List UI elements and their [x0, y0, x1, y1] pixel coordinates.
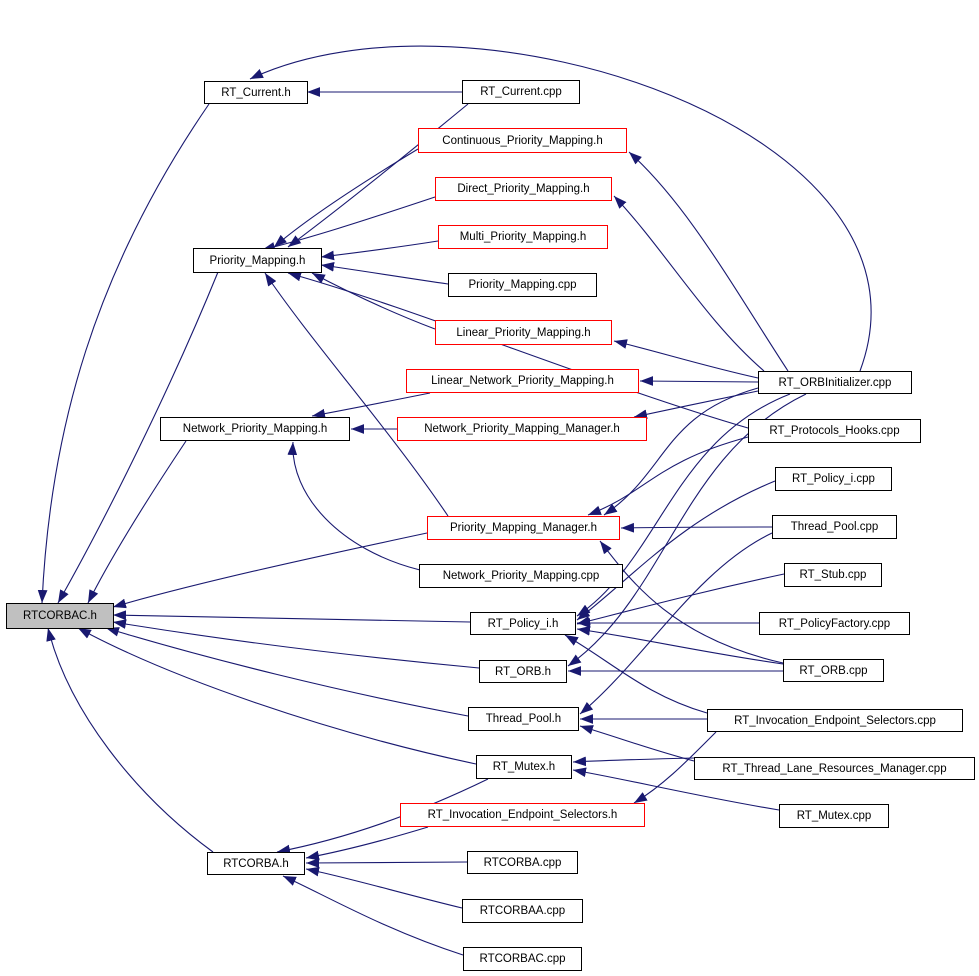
graph-node-rtcorbac-cpp[interactable] [463, 947, 582, 971]
edge-multi-priority-mapping-h--priority-mapping-h [321, 241, 438, 257]
graph-node-rtcorbaa-cpp[interactable] [462, 899, 583, 923]
graph-node-direct-priority-mapping-h[interactable] [435, 177, 612, 201]
graph-node-label: RT_Policy_i.h [487, 617, 559, 630]
graph-node-label: RTCORBA.cpp [483, 856, 562, 869]
graph-node-rtcorbac-h [6, 603, 114, 629]
edge-rt-orb-h--rtcorbac-h [113, 622, 479, 668]
graph-node-label: Network_Priority_Mapping.h [182, 423, 328, 435]
graph-node-label: Linear_Priority_Mapping.h [456, 326, 591, 339]
graph-node-rtcorba-h[interactable] [207, 852, 305, 875]
graph-node-label: Priority_Mapping.h [209, 254, 306, 267]
graph-node-label: Continuous_Priority_Mapping.h [442, 134, 603, 147]
graph-node-thread-pool-h[interactable] [468, 707, 579, 731]
graph-node-rt-mutex-h[interactable] [476, 755, 572, 779]
graph-node-rt-current-cpp[interactable] [462, 80, 580, 104]
edge-rt-orb-cpp--rt-policy-i-h [577, 629, 783, 664]
graph-node-label: Multi_Priority_Mapping.h [459, 231, 587, 243]
graph-node-label: RT_Current.h [221, 86, 291, 99]
graph-node-rt-thread-lane-resources-manager-cpp[interactable] [694, 757, 975, 780]
edge-rt-orbinitializer-cpp--continuous-priority-mapping-h [629, 152, 788, 371]
graph-node-rt-invocation-endpoint-selectors-h[interactable] [400, 803, 645, 827]
graph-node-label: RT_Current.cpp [480, 86, 562, 98]
graph-node-label: RT_Policy_i.cpp [792, 473, 875, 485]
edge-rt-invocation-endpoint-selectors-h--rtcorba-h [306, 827, 428, 858]
graph-node-label: RT_Mutex.cpp [796, 810, 872, 822]
graph-node-label: Network_Priority_Mapping_Manager.h [424, 423, 620, 435]
graph-node-label: Direct_Priority_Mapping.h [457, 183, 590, 195]
graph-node-rt-orbinitializer-cpp[interactable] [758, 371, 912, 394]
edge-rt-thread-lane-resources-manager-cpp--thread-pool-h [580, 726, 694, 761]
edge-rt-invocation-endpoint-selectors-cpp--rt-policy-i-h [565, 635, 707, 713]
graph-node-label: RT_Thread_Lane_Resources_Manager.cpp [722, 762, 947, 775]
graph-node-thread-pool-cpp[interactable] [772, 515, 897, 539]
edge-rtcorbac-cpp--rtcorba-h [283, 876, 463, 955]
graph-node-label: Thread_Pool.h [485, 713, 562, 725]
edge-rtcorba-h--rtcorbac-h [48, 628, 213, 852]
graph-node-label: Priority_Mapping.cpp [468, 279, 577, 291]
edge-rt-policy-i-h--rtcorbac-h [113, 615, 470, 622]
graph-node-rtcorba-cpp[interactable] [467, 851, 578, 874]
edge-rt-protocols-hooks-cpp--priority-mapping-manager-h [588, 437, 748, 515]
edge-continuous-priority-mapping-h--priority-mapping-h [274, 149, 418, 247]
edge-rt-orbinitializer-cpp--network-priority-mapping-manager-h [634, 391, 758, 417]
graph-node-label: RT_ORB.h [494, 665, 552, 678]
edge-rtcorba-cpp--rtcorba-h [306, 862, 467, 863]
graph-node-rt-orb-h[interactable] [479, 660, 567, 683]
edge-rt-mutex-h--rtcorbac-h [78, 628, 476, 764]
graph-node-network-priority-mapping-cpp[interactable] [419, 564, 623, 588]
graph-node-priority-mapping-manager-h[interactable] [427, 516, 620, 540]
graph-node-multi-priority-mapping-h[interactable] [438, 225, 608, 249]
graph-node-label: RT_Stub.cpp [799, 569, 867, 581]
graph-node-label: RTCORBAC.h [23, 610, 97, 622]
edge-direct-priority-mapping-h--priority-mapping-h [262, 197, 435, 250]
graph-node-rt-policyfactory-cpp[interactable] [759, 612, 910, 635]
graph-node-network-priority-mapping-h[interactable] [160, 417, 350, 441]
graph-node-continuous-priority-mapping-h[interactable] [418, 128, 627, 153]
graph-node-rt-mutex-cpp[interactable] [779, 804, 889, 828]
graph-node-rt-protocols-hooks-cpp[interactable] [748, 419, 921, 443]
graph-node-linear-priority-mapping-h[interactable] [435, 320, 612, 345]
edge-linear-priority-mapping-h--priority-mapping-h [312, 273, 435, 329]
graph-node-label: RT_ORB.cpp [799, 664, 868, 677]
edge-rt-orb-cpp--priority-mapping-manager-h [600, 541, 783, 663]
graph-node-label: RTCORBAC.cpp [479, 953, 566, 965]
graph-node-rt-policy-i-h[interactable] [470, 612, 576, 635]
graph-node-network-priority-mapping-manager-h[interactable] [397, 417, 647, 441]
graph-node-label: Thread_Pool.cpp [790, 521, 879, 533]
edge-thread-pool-h--rtcorbac-h [106, 628, 468, 716]
graph-node-label: Priority_Mapping_Manager.h [449, 522, 598, 534]
graph-node-label: RT_Invocation_Endpoint_Selectors.cpp [734, 714, 936, 727]
edge-rt-orbinitializer-cpp--direct-priority-mapping-h [614, 196, 764, 371]
graph-node-rt-orb-cpp[interactable] [783, 659, 884, 682]
edge-thread-pool-cpp--priority-mapping-manager-h [621, 527, 772, 528]
graph-node-rt-stub-cpp[interactable] [784, 563, 882, 587]
graph-node-label: RTCORBAA.cpp [479, 905, 566, 917]
edge-rt-current-h--rtcorbac-h [42, 104, 209, 603]
graph-node-rt-current-h[interactable] [204, 81, 308, 104]
edge-network-priority-mapping-cpp--network-priority-mapping-h [293, 442, 420, 570]
graph-node-label: RT_Protocols_Hooks.cpp [769, 425, 900, 437]
edge-rtcorbaa-cpp--rtcorba-h [306, 869, 462, 908]
edge-priority-mapping-manager-h--rtcorbac-h [113, 533, 427, 607]
edge-rt-thread-lane-resources-manager-cpp--rt-mutex-h [573, 758, 694, 762]
graph-node-linear-network-priority-mapping-h[interactable] [406, 369, 639, 393]
graph-node-priority-mapping-cpp[interactable] [448, 273, 597, 297]
edge-network-priority-mapping-h--rtcorbac-h [88, 441, 186, 603]
graph-node-label: RT_ORBInitializer.cpp [778, 376, 892, 389]
graph-node-label: Linear_Network_Priority_Mapping.h [431, 375, 614, 387]
graph-node-label: RT_Mutex.h [492, 761, 556, 773]
graph-node-label: Network_Priority_Mapping.cpp [442, 570, 600, 582]
graph-node-priority-mapping-h[interactable] [193, 248, 322, 273]
graph-node-label: RT_Invocation_Endpoint_Selectors.h [427, 809, 618, 821]
edge-rt-orbinitializer-cpp--linear-network-priority-mapping-h [640, 381, 758, 382]
edge-priority-mapping-cpp--priority-mapping-h [321, 265, 448, 284]
graph-node-rt-invocation-endpoint-selectors-cpp[interactable] [707, 709, 963, 732]
graph-node-label: RTCORBA.h [223, 857, 289, 870]
graph-node-label: RT_PolicyFactory.cpp [778, 617, 891, 630]
graph-node-rt-policy-i-cpp[interactable] [775, 467, 892, 491]
